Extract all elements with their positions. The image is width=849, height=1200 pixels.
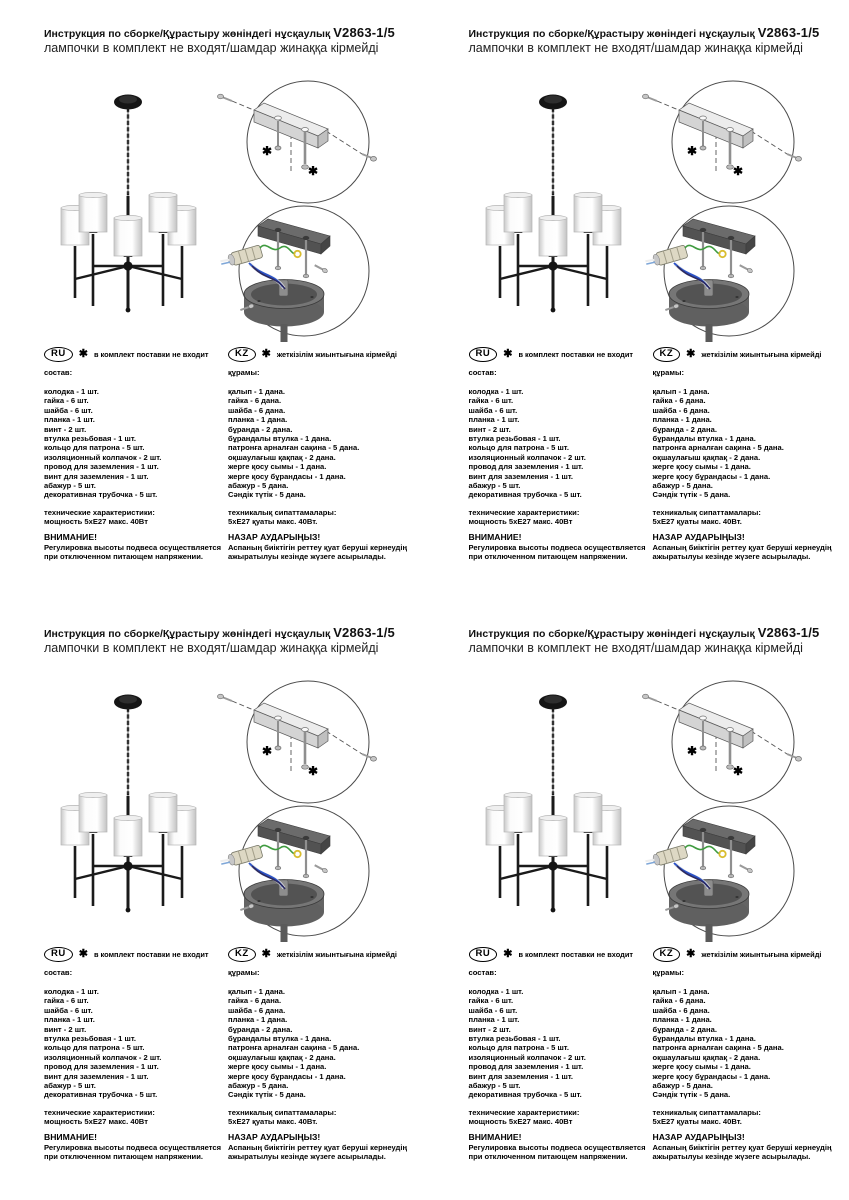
title-block bbox=[44, 625, 395, 655]
ru-parts-list bbox=[44, 987, 230, 1100]
part-list-item: патронға арналған сақина - 5 дана. bbox=[228, 443, 360, 453]
ru-warning-block bbox=[469, 1132, 655, 1161]
kz-tech-value: 5хЕ27 қуаты макс. 40Вт. bbox=[228, 517, 318, 527]
part-list-item: гайка - 6 шт. bbox=[468, 996, 514, 1006]
part-list-item: гайка - 6 дана. bbox=[228, 996, 282, 1006]
kz-tech-block bbox=[228, 508, 412, 527]
part-list-item: жерге қосу бұрандасы - 1 дана. bbox=[652, 471, 771, 481]
ru-section bbox=[469, 946, 655, 1161]
kz-tech-block bbox=[653, 1108, 837, 1127]
mounting-plate bbox=[254, 103, 328, 148]
terminal-block bbox=[219, 845, 263, 869]
part-list-item: Сәндік түтік - 5 дана. bbox=[652, 490, 731, 500]
kz-badge: KZ bbox=[653, 947, 681, 962]
wiring-diagram bbox=[202, 804, 406, 942]
part-list-item: жерге қосу сымы - 1 дана. bbox=[228, 462, 327, 472]
kz-badge: KZ bbox=[228, 947, 256, 962]
part-list-item: оқшаулағыш қақпақ - 2 дана. bbox=[228, 1052, 336, 1062]
part-list-item: қалып - 1 дана. bbox=[228, 387, 285, 396]
ru-warning-text: Регулировка высоты подвеса осуществляется при отключенном питающем напряжении. bbox=[468, 542, 646, 561]
instruction-sheet bbox=[425, 600, 849, 1200]
ru-tech-title: технические характеристики: bbox=[468, 1107, 580, 1117]
kz-tech-title: техникалық сипаттамалары: bbox=[228, 1107, 337, 1117]
part-list-item: бұранда - 2 дана. bbox=[228, 424, 293, 434]
part-list-item: патронға арналған сақина - 5 дана. bbox=[652, 443, 784, 453]
ground-wire bbox=[685, 845, 726, 857]
part-list-item: планка - 1 дана. bbox=[228, 415, 288, 425]
kz-list-title: құрамы: bbox=[652, 368, 685, 377]
ru-badge-row bbox=[44, 346, 230, 362]
title-text: Инструкция по сборке/Құрастыру жөніндегі нұсқаулық bbox=[44, 628, 331, 640]
sheet-title bbox=[44, 25, 395, 40]
part-list-item: патронға арналған сақина - 5 дана. bbox=[652, 1043, 784, 1053]
part-list-item: планка - 1 шт. bbox=[44, 415, 95, 425]
kz-tech-title: техникалық сипаттамалары: bbox=[652, 507, 761, 517]
part-list-item: жерге қосу бұрандасы - 1 дана. bbox=[228, 1071, 346, 1081]
model-number: V2863-1/5 bbox=[333, 625, 395, 640]
part-list-item: колодка - 1 шт. bbox=[468, 387, 524, 396]
wiring-diagram bbox=[627, 204, 831, 342]
ru-section bbox=[44, 346, 230, 561]
terminal-block bbox=[644, 845, 688, 869]
kz-warning-title: НАЗАР АУДАРЫҢЫЗ! bbox=[652, 1131, 745, 1142]
part-list-item: бұранда - 2 дана. bbox=[652, 424, 717, 434]
not-included-asterisk-right: ✱ bbox=[308, 764, 319, 778]
kz-badge: KZ bbox=[228, 347, 256, 362]
part-list-item: декоративная трубочка - 5 шт. bbox=[468, 1090, 582, 1100]
part-list-item: декоративная трубочка - 5 шт. bbox=[44, 490, 158, 500]
ru-parts-list bbox=[469, 387, 655, 500]
kz-badge-row bbox=[653, 346, 837, 362]
title-text: Инструкция по сборке/Құрастыру жөніндегі нұсқаулық bbox=[468, 628, 755, 640]
kz-tech-block bbox=[228, 1108, 412, 1127]
wiring-diagram bbox=[627, 804, 831, 942]
title-block bbox=[44, 25, 395, 55]
part-list-item: жерге қосу сымы - 1 дана. bbox=[652, 462, 751, 472]
kz-badge-row bbox=[228, 346, 412, 362]
kz-section bbox=[228, 346, 412, 561]
kz-tech-title: техникалық сипаттамалары: bbox=[652, 1107, 761, 1117]
part-list-item: изоляционный колпачок - 2 шт. bbox=[468, 452, 586, 462]
kz-section bbox=[653, 946, 837, 1161]
title-block bbox=[469, 625, 820, 655]
kz-warning-title: НАЗАР АУДАРЫҢЫЗ! bbox=[228, 1131, 321, 1142]
part-list-item: қалып - 1 дана. bbox=[652, 987, 710, 996]
ru-badge-row bbox=[469, 346, 655, 362]
part-list-item: шайба - 6 дана. bbox=[228, 405, 286, 415]
part-list-item: планка - 1 шт. bbox=[468, 415, 520, 425]
ru-warning-title: ВНИМАНИЕ! bbox=[44, 531, 97, 542]
part-list-item: планка - 1 дана. bbox=[228, 1015, 288, 1025]
part-list-item: винт - 2 шт. bbox=[468, 1024, 511, 1034]
part-list-item: кольцо для патрона - 5 шт. bbox=[468, 443, 569, 453]
ru-list-title: состав: bbox=[468, 968, 497, 977]
part-list-item: винт для заземления - 1 шт. bbox=[468, 471, 574, 481]
ru-warning-text: Регулировка высоты подвеса осуществляется при отключенном питающем напряжении. bbox=[468, 1142, 646, 1161]
chandelier-illustration bbox=[475, 688, 635, 928]
model-number: V2863-1/5 bbox=[333, 25, 395, 40]
part-list-item: бұрандалы втулка - 1 дана. bbox=[228, 1034, 332, 1044]
instruction-sheet bbox=[0, 0, 425, 600]
mounting-plate-dark bbox=[683, 819, 755, 854]
ru-warning-title: ВНИМАНИЕ! bbox=[468, 1131, 522, 1142]
ru-tech-value: мощность 5хЕ27 макс. 40Вт bbox=[468, 517, 573, 527]
kz-warning-block bbox=[228, 1132, 412, 1161]
kz-asterisk-icon: ✱ bbox=[261, 348, 271, 360]
ru-badge: RU bbox=[44, 947, 73, 962]
part-list-item: кольцо для патрона - 5 шт. bbox=[44, 443, 145, 453]
ru-warning-block bbox=[469, 532, 655, 561]
ru-asterisk-icon: ✱ bbox=[503, 348, 513, 360]
bracket-diagram bbox=[210, 680, 406, 806]
part-list-item: декоративная трубочка - 5 шт. bbox=[468, 490, 582, 500]
not-included-asterisk-left: ✱ bbox=[262, 144, 273, 158]
kz-warning-block bbox=[653, 1132, 837, 1161]
sheet-subtitle: лампочки в комплект не входят/шамдар жинаққа кірмейді bbox=[44, 641, 379, 655]
kz-badge-row bbox=[653, 946, 837, 962]
part-list-item: планка - 1 шт. bbox=[44, 1015, 95, 1025]
chandelier-illustration bbox=[50, 688, 210, 928]
bracket-diagram bbox=[210, 80, 406, 206]
kz-badge: KZ bbox=[653, 347, 681, 362]
ceiling-canopy bbox=[114, 95, 142, 110]
part-list-item: абажур - 5 дана. bbox=[652, 1081, 713, 1091]
part-list-item: абажур - 5 дана. bbox=[228, 1081, 289, 1091]
kz-tech-value: 5хЕ27 қуаты макс. 40Вт. bbox=[652, 517, 742, 527]
ru-not-included-note: в комплект поставки не входит bbox=[93, 349, 209, 359]
kz-not-included-note: жеткізілім жиынтығына кірмейді bbox=[276, 949, 397, 959]
sheet-subtitle: лампочки в комплект не входят/шамдар жинаққа кірмейді bbox=[44, 41, 379, 55]
title-text: Инструкция по сборке/Құрастыру жөніндегі нұсқаулық bbox=[468, 28, 755, 40]
part-list-item: изоляционный колпачок - 2 шт. bbox=[468, 1052, 586, 1062]
ceiling-canopy bbox=[114, 695, 142, 710]
mounting-plate bbox=[679, 703, 753, 748]
ru-tech-block bbox=[44, 1108, 230, 1127]
ru-not-included-note: в комплект поставки не входит bbox=[518, 949, 634, 959]
ru-not-included-note: в комплект поставки не входит bbox=[93, 949, 209, 959]
model-number: V2863-1/5 bbox=[757, 25, 820, 40]
part-list-item: изоляционный колпачок - 2 шт. bbox=[44, 452, 162, 462]
kz-warning-text: Аспаның биіктігін реттеу қуат беруші кернеудің ажыратылуы кезінде жүзеге асырылады. bbox=[228, 542, 408, 561]
ground-wire bbox=[260, 845, 301, 857]
part-list-item: шайба - 6 дана. bbox=[652, 405, 710, 415]
kz-list-title: құрамы: bbox=[228, 968, 260, 977]
ground-wire bbox=[260, 245, 301, 257]
mounting-plate bbox=[679, 103, 753, 148]
ru-badge: RU bbox=[44, 347, 73, 362]
part-list-item: бұранда - 2 дана. bbox=[652, 1024, 717, 1034]
kz-tech-value: 5хЕ27 қуаты макс. 40Вт. bbox=[228, 1117, 318, 1127]
kz-warning-title: НАЗАР АУДАРЫҢЫЗ! bbox=[652, 531, 745, 542]
part-list-item: втулка резьбовая - 1 шт. bbox=[44, 434, 136, 444]
chandelier-illustration bbox=[50, 88, 210, 328]
part-list-item: шайба - 6 шт. bbox=[44, 405, 93, 415]
part-list-item: винт - 2 шт. bbox=[44, 424, 87, 434]
ru-warning-text: Регулировка высоты подвеса осуществляется при отключенном питающем напряжении. bbox=[44, 1142, 222, 1161]
ru-section bbox=[469, 346, 655, 561]
kz-section bbox=[228, 946, 412, 1161]
not-included-asterisk-left: ✱ bbox=[262, 744, 273, 758]
sheet-subtitle: лампочки в комплект не входят/шамдар жинаққа кірмейді bbox=[468, 641, 803, 655]
ceiling-canopy bbox=[539, 695, 567, 710]
part-list-item: шайба - 6 дана. bbox=[228, 1005, 286, 1015]
model-number: V2863-1/5 bbox=[757, 625, 820, 640]
kz-warning-text: Аспаның биіктігін реттеу қуат беруші кернеудің ажыратылуы кезінде жүзеге асырылады. bbox=[652, 1142, 832, 1161]
not-included-asterisk-right: ✱ bbox=[732, 164, 743, 178]
part-list-item: абажур - 5 дана. bbox=[652, 481, 713, 491]
part-list-item: абажур - 5 шт. bbox=[468, 1081, 521, 1091]
kz-warning-block bbox=[653, 532, 837, 561]
part-list-item: планка - 1 дана. bbox=[652, 415, 712, 425]
kz-tech-value: 5хЕ27 қуаты макс. 40Вт. bbox=[652, 1117, 742, 1127]
part-list-item: абажур - 5 шт. bbox=[468, 481, 521, 491]
not-included-asterisk-right: ✱ bbox=[308, 164, 319, 178]
part-list-item: втулка резьбовая - 1 шт. bbox=[44, 1034, 136, 1044]
ru-tech-block bbox=[44, 508, 230, 527]
part-list-item: винт для заземления - 1 шт. bbox=[44, 471, 149, 481]
instruction-sheet bbox=[425, 0, 849, 600]
part-list-item: оқшаулағыш қақпақ - 2 дана. bbox=[652, 1052, 761, 1062]
mounting-plate bbox=[254, 703, 328, 748]
ru-tech-title: технические характеристики: bbox=[468, 507, 580, 517]
ru-warning-block bbox=[44, 532, 230, 561]
ru-tech-title: технические характеристики: bbox=[44, 1107, 155, 1117]
part-list-item: гайка - 6 дана. bbox=[652, 396, 706, 406]
part-list-item: планка - 1 дана. bbox=[652, 1015, 712, 1025]
mounting-plate-dark bbox=[258, 219, 330, 254]
wiring-diagram bbox=[202, 204, 406, 342]
ru-list-title: состав: bbox=[44, 968, 73, 977]
ground-wire bbox=[685, 245, 726, 257]
kz-warning-title: НАЗАР АУДАРЫҢЫЗ! bbox=[228, 531, 321, 542]
ru-badge: RU bbox=[469, 347, 498, 362]
kz-asterisk-icon: ✱ bbox=[686, 948, 696, 960]
sheet-title bbox=[44, 625, 395, 640]
part-list-item: винт для заземления - 1 шт. bbox=[44, 1071, 149, 1081]
part-list-item: қалып - 1 дана. bbox=[228, 987, 285, 996]
part-list-item: кольцо для патрона - 5 шт. bbox=[468, 1043, 569, 1053]
sheet-subtitle: лампочки в комплект не входят/шамдар жинаққа кірмейді bbox=[468, 41, 803, 55]
not-included-asterisk-left: ✱ bbox=[686, 144, 697, 158]
kz-tech-block bbox=[653, 508, 837, 527]
kz-parts-list bbox=[653, 987, 837, 1100]
instruction-sheet bbox=[0, 600, 425, 1200]
part-list-item: Сәндік түтік - 5 дана. bbox=[228, 1090, 306, 1100]
sheet-title bbox=[469, 25, 820, 40]
part-list-item: абажур - 5 шт. bbox=[44, 481, 96, 491]
kz-parts-list bbox=[228, 987, 412, 1100]
part-list-item: жерге қосу сымы - 1 дана. bbox=[652, 1062, 751, 1072]
not-included-asterisk-left: ✱ bbox=[686, 744, 697, 758]
part-list-item: кольцо для патрона - 5 шт. bbox=[44, 1043, 145, 1053]
part-list-item: винт для заземления - 1 шт. bbox=[468, 1071, 574, 1081]
part-list-item: втулка резьбовая - 1 шт. bbox=[468, 1034, 561, 1044]
part-list-item: бұрандалы втулка - 1 дана. bbox=[652, 434, 756, 444]
part-list-item: шайба - 6 шт. bbox=[44, 1005, 93, 1015]
kz-section bbox=[653, 346, 837, 561]
not-included-asterisk-right: ✱ bbox=[732, 764, 743, 778]
part-list-item: провод для заземления - 1 шт. bbox=[468, 1062, 584, 1072]
ru-parts-list bbox=[469, 987, 655, 1100]
part-list-item: бұрандалы втулка - 1 дана. bbox=[652, 1034, 756, 1044]
part-list-item: гайка - 6 дана. bbox=[652, 996, 706, 1006]
ru-warning-title: ВНИМАНИЕ! bbox=[468, 531, 522, 542]
kz-warning-block bbox=[228, 532, 412, 561]
bracket-diagram bbox=[635, 80, 831, 206]
kz-parts-list bbox=[653, 387, 837, 500]
ru-tech-block bbox=[469, 508, 655, 527]
ru-list-title: состав: bbox=[44, 368, 73, 377]
ru-tech-value: мощность 5хЕ27 макс. 40Вт bbox=[44, 517, 148, 527]
ru-not-included-note: в комплект поставки не входит bbox=[518, 349, 634, 359]
kz-asterisk-icon: ✱ bbox=[686, 348, 696, 360]
part-list-item: колодка - 1 шт. bbox=[44, 387, 99, 396]
part-list-item: провод для заземления - 1 шт. bbox=[44, 462, 159, 472]
kz-tech-title: техникалық сипаттамалары: bbox=[228, 507, 337, 517]
part-list-item: колодка - 1 шт. bbox=[468, 987, 524, 996]
ru-badge-row bbox=[44, 946, 230, 962]
part-list-item: бұрандалы втулка - 1 дана. bbox=[228, 434, 332, 444]
ru-list-title: состав: bbox=[468, 368, 497, 377]
kz-not-included-note: жеткізілім жиынтығына кірмейді bbox=[701, 349, 822, 359]
kz-badge-row bbox=[228, 946, 412, 962]
part-list-item: провод для заземления - 1 шт. bbox=[468, 462, 584, 472]
kz-not-included-note: жеткізілім жиынтығына кірмейді bbox=[276, 349, 397, 359]
kz-asterisk-icon: ✱ bbox=[261, 948, 271, 960]
ceiling-canopy bbox=[539, 95, 567, 110]
part-list-item: абажур - 5 дана. bbox=[228, 481, 289, 491]
kz-parts-list bbox=[228, 387, 412, 500]
ru-tech-title: технические характеристики: bbox=[44, 507, 155, 517]
part-list-item: оқшаулағыш қақпақ - 2 дана. bbox=[228, 452, 336, 462]
part-list-item: декоративная трубочка - 5 шт. bbox=[44, 1090, 158, 1100]
chandelier-illustration bbox=[475, 88, 635, 328]
part-list-item: Сәндік түтік - 5 дана. bbox=[228, 490, 306, 500]
ru-badge: RU bbox=[469, 947, 498, 962]
part-list-item: винт - 2 шт. bbox=[468, 424, 511, 434]
title-text: Инструкция по сборке/Құрастыру жөніндегі нұсқаулық bbox=[44, 28, 331, 40]
part-list-item: қалып - 1 дана. bbox=[652, 387, 710, 396]
kz-warning-text: Аспаның биіктігін реттеу қуат беруші кернеудің ажыратылуы кезінде жүзеге асырылады. bbox=[228, 1142, 408, 1161]
ru-warning-block bbox=[44, 1132, 230, 1161]
ru-asterisk-icon: ✱ bbox=[503, 948, 513, 960]
part-list-item: гайка - 6 шт. bbox=[44, 396, 89, 406]
mounting-plate-dark bbox=[683, 219, 755, 254]
part-list-item: жерге қосу бұрандасы - 1 дана. bbox=[228, 471, 346, 481]
terminal-block bbox=[219, 245, 263, 269]
part-list-item: втулка резьбовая - 1 шт. bbox=[468, 434, 561, 444]
mounting-plate-dark bbox=[258, 819, 330, 854]
part-list-item: шайба - 6 шт. bbox=[468, 405, 518, 415]
ru-warning-text: Регулировка высоты подвеса осуществляется при отключенном питающем напряжении. bbox=[44, 542, 222, 561]
ru-tech-block bbox=[469, 1108, 655, 1127]
part-list-item: колодка - 1 шт. bbox=[44, 987, 99, 996]
ru-badge-row bbox=[469, 946, 655, 962]
part-list-item: жерге қосу сымы - 1 дана. bbox=[228, 1062, 327, 1072]
kz-list-title: құрамы: bbox=[228, 368, 260, 377]
kz-not-included-note: жеткізілім жиынтығына кірмейді bbox=[701, 949, 822, 959]
ru-tech-value: мощность 5хЕ27 макс. 40Вт bbox=[44, 1117, 148, 1127]
ru-warning-title: ВНИМАНИЕ! bbox=[44, 1131, 97, 1142]
terminal-block bbox=[644, 245, 688, 269]
part-list-item: бұранда - 2 дана. bbox=[228, 1024, 293, 1034]
part-list-item: гайка - 6 шт. bbox=[44, 996, 89, 1006]
kz-warning-text: Аспаның биіктігін реттеу қуат беруші кернеудің ажыратылуы кезінде жүзеге асырылады. bbox=[652, 542, 832, 561]
part-list-item: изоляционный колпачок - 2 шт. bbox=[44, 1052, 162, 1062]
bracket-diagram bbox=[635, 680, 831, 806]
part-list-item: патронға арналған сақина - 5 дана. bbox=[228, 1043, 360, 1053]
part-list-item: Сәндік түтік - 5 дана. bbox=[652, 1090, 731, 1100]
ru-parts-list bbox=[44, 387, 230, 500]
part-list-item: гайка - 6 дана. bbox=[228, 396, 282, 406]
ru-tech-value: мощность 5хЕ27 макс. 40Вт bbox=[468, 1117, 573, 1127]
kz-list-title: құрамы: bbox=[652, 968, 685, 977]
part-list-item: шайба - 6 дана. bbox=[652, 1005, 710, 1015]
part-list-item: гайка - 6 шт. bbox=[468, 396, 514, 406]
part-list-item: абажур - 5 шт. bbox=[44, 1081, 96, 1091]
part-list-item: шайба - 6 шт. bbox=[468, 1005, 518, 1015]
title-block bbox=[469, 25, 820, 55]
ru-asterisk-icon: ✱ bbox=[78, 348, 88, 360]
part-list-item: планка - 1 шт. bbox=[468, 1015, 520, 1025]
part-list-item: винт - 2 шт. bbox=[44, 1024, 87, 1034]
part-list-item: оқшаулағыш қақпақ - 2 дана. bbox=[652, 452, 761, 462]
sheet-title bbox=[469, 625, 820, 640]
ru-section bbox=[44, 946, 230, 1161]
part-list-item: жерге қосу бұрандасы - 1 дана. bbox=[652, 1071, 771, 1081]
ru-asterisk-icon: ✱ bbox=[78, 948, 88, 960]
part-list-item: провод для заземления - 1 шт. bbox=[44, 1062, 159, 1072]
